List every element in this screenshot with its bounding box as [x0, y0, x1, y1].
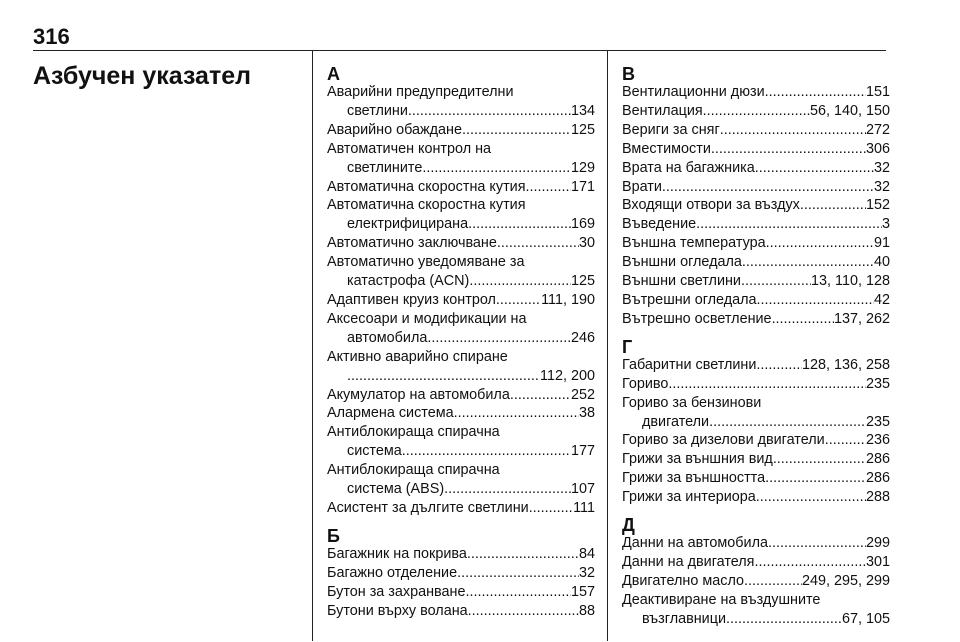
index-entry-term: Адаптивен круиз контрол — [327, 291, 496, 308]
index-entry-term: Антиблокираща спирачна — [327, 462, 500, 479]
index-entry-pages: 286 — [865, 451, 890, 468]
dot-leader — [744, 572, 802, 591]
index-entry-term: Автоматичен контрол на — [327, 140, 492, 157]
index-entry-pages: 288 — [865, 489, 890, 506]
index-entry-term: Данни на двигателя — [622, 553, 755, 570]
dot-leader — [756, 356, 802, 375]
index-entry-term: Въведение — [622, 216, 697, 233]
index-entry-term: Аксесоари и модификации на — [327, 310, 527, 327]
index-entry-continuation — [327, 480, 595, 499]
dot-leader — [696, 215, 882, 234]
dot-leader — [496, 291, 541, 310]
dot-leader — [529, 499, 573, 518]
index-entry-term-cont: катастрофа (ACN) — [347, 273, 470, 290]
index-letter-group — [622, 337, 890, 507]
index-entry-term: Габаритни светлини — [622, 356, 757, 373]
index-entry-pages: 42 — [873, 291, 890, 308]
dot-leader — [408, 102, 571, 121]
index-entry — [622, 375, 890, 394]
dot-leader — [347, 367, 540, 386]
index-column-1 — [327, 64, 595, 620]
index-entry-term: Вентилация — [622, 102, 703, 119]
index-letter-heading: Д — [622, 515, 635, 536]
index-entry-term-cont: автомобила — [347, 329, 428, 346]
index-entry — [327, 291, 595, 310]
index-entry-pages: 84 — [578, 545, 595, 562]
dot-leader — [402, 442, 571, 461]
dot-leader — [765, 469, 866, 488]
index-entry — [622, 159, 890, 178]
index-entry — [622, 591, 890, 629]
index-entry-term: Врати — [622, 178, 662, 195]
index-entry-pages: 111, 190 — [541, 291, 595, 308]
index-entry-pages: 157 — [570, 583, 595, 600]
index-entry-continuation — [327, 159, 595, 178]
dot-leader — [526, 178, 571, 197]
index-entry-pages: 32 — [873, 178, 890, 195]
index-entry — [622, 469, 890, 488]
index-entry-term-cont: система (ABS) — [347, 481, 445, 498]
index-entry-term: Вериги за сняг — [622, 121, 720, 138]
index-entry-pages: 111 — [573, 499, 595, 516]
index-entry-pages: 272 — [865, 121, 890, 138]
index-entry — [327, 499, 595, 518]
index-entry-term: Вътрешни огледала — [622, 291, 757, 308]
index-entry-pages: 171 — [570, 178, 595, 195]
dot-leader — [757, 291, 874, 310]
index-entry — [622, 178, 890, 197]
index-entry-term: Антиблокираща спирачна — [327, 424, 500, 441]
index-entry-continuation — [327, 329, 595, 348]
index-entry-pages: 151 — [865, 84, 890, 100]
index-entry-pages: 299 — [865, 535, 890, 552]
index-entry — [622, 431, 890, 450]
index-entry-term: Вместимости — [622, 140, 711, 157]
dot-leader — [756, 488, 866, 507]
index-entry-pages: 56, 140, 150 — [809, 102, 890, 119]
index-entry-pages: 32 — [873, 159, 890, 176]
index-entry — [327, 140, 595, 178]
index-entry — [622, 534, 890, 553]
index-entry — [327, 423, 595, 461]
index-entry-continuation — [327, 272, 595, 291]
dot-leader — [825, 431, 866, 450]
index-entry-pages: 177 — [570, 443, 595, 460]
index-entry-pages: 236 — [865, 432, 890, 449]
index-entry-continuation — [622, 610, 890, 629]
index-entry — [327, 253, 595, 291]
dot-leader — [444, 480, 571, 499]
index-entry-pages: 137, 262 — [833, 310, 890, 327]
index-entry — [622, 140, 890, 159]
index-entry — [622, 272, 890, 291]
dot-leader — [765, 83, 866, 102]
dot-leader — [772, 310, 834, 329]
index-letter-heading: А — [327, 64, 340, 84]
index-entry-term: Гориво за бензинови — [622, 394, 762, 411]
index-entry-pages: 306 — [865, 140, 890, 157]
index-entry-pages: 112, 200 — [540, 367, 595, 384]
index-entry-pages: 125 — [570, 273, 595, 290]
index-entry-term: Двигателно масло — [622, 572, 745, 589]
index-entry — [622, 121, 890, 140]
index-entry-term: Активно аварийно спиране — [327, 348, 508, 365]
dot-leader — [720, 121, 866, 140]
index-entry-pages: 235 — [865, 375, 890, 392]
index-entry-term: Бутони върху волана — [327, 602, 468, 619]
index-entry — [622, 488, 890, 507]
index-entry-pages: 88 — [578, 602, 595, 619]
index-entry — [622, 234, 890, 253]
dot-leader — [766, 234, 874, 253]
dot-leader — [497, 234, 579, 253]
index-entry — [327, 83, 595, 121]
index-entry-term: Асистент за дългите светлини — [327, 499, 529, 516]
dot-leader — [742, 253, 874, 272]
index-entry — [622, 310, 890, 329]
index-letter-group — [622, 515, 890, 629]
dot-leader — [741, 272, 811, 291]
index-entry-pages: 152 — [865, 197, 890, 214]
dot-leader — [422, 159, 571, 178]
index-entry — [622, 394, 890, 432]
index-column-2 — [622, 64, 890, 629]
index-entry-pages: 286 — [865, 470, 890, 487]
index-entry-term: Акумулатор на автомобила — [327, 386, 510, 403]
dot-leader — [510, 386, 571, 405]
index-entry-pages: 3 — [881, 216, 890, 233]
dot-leader — [755, 159, 874, 178]
index-entry-pages: 252 — [570, 386, 595, 403]
index-entry — [327, 404, 595, 423]
index-entry — [622, 450, 890, 469]
index-entry-pages: 134 — [570, 102, 595, 119]
index-entry-term: Деактивиране на въздушните — [622, 591, 821, 608]
index-entry — [327, 178, 595, 197]
index-entry-term-cont: светлини — [347, 102, 408, 119]
index-entry-term: Автоматична скоростна кутия — [327, 178, 526, 195]
dot-leader — [768, 534, 866, 553]
dot-leader — [709, 413, 866, 432]
index-entry-pages: 235 — [865, 413, 890, 430]
index-entry-term: Гориво — [622, 375, 669, 392]
dot-leader — [726, 610, 842, 629]
index-entry-pages: 249, 295, 299 — [801, 572, 890, 589]
index-entry-term: Външни светлини — [622, 273, 741, 290]
index-entry — [622, 572, 890, 591]
page-number: 316 — [33, 24, 70, 49]
dot-leader — [754, 553, 866, 572]
index-entry — [327, 310, 595, 348]
index-entry-pages: 91 — [873, 235, 890, 252]
index-entry-pages: 40 — [873, 254, 890, 271]
index-entry — [327, 461, 595, 499]
index-entry-term: Данни на автомобила — [622, 535, 768, 552]
index-entry-term: Външни огледала — [622, 254, 742, 271]
dot-leader — [800, 196, 866, 215]
index-entry-pages: 129 — [570, 159, 595, 176]
index-entry-term: Бутон за захранване — [327, 583, 466, 600]
dot-leader — [662, 178, 874, 197]
index-entry-pages: 246 — [570, 329, 595, 346]
index-entry-continuation — [327, 442, 595, 461]
index-entry — [327, 348, 595, 386]
index-entry-pages: 30 — [578, 235, 595, 252]
index-entry-continuation — [327, 367, 595, 386]
index-entry — [327, 234, 595, 253]
index-entry-term: Автоматично уведомяване за — [327, 254, 525, 271]
index-entry — [327, 545, 595, 564]
index-entry-continuation — [327, 102, 595, 121]
index-entry-pages: 125 — [570, 121, 595, 138]
column-divider — [607, 51, 608, 641]
index-entry-pages: 67, 105 — [841, 610, 890, 627]
index-entry — [622, 291, 890, 310]
index-entry-term-cont: двигатели — [642, 413, 710, 430]
index-entry-term: Грижи за външния вид — [622, 451, 773, 468]
index-entry-term: Алармена система — [327, 405, 454, 422]
dot-leader — [462, 121, 571, 140]
index-letter-group — [327, 526, 595, 621]
index-entry-pages: 301 — [865, 553, 890, 570]
index-entry-pages: 169 — [570, 216, 595, 233]
index-entry — [622, 83, 890, 102]
index-letter-heading: В — [622, 64, 635, 84]
index-entry-term: Външна температура — [622, 235, 766, 252]
dot-leader — [469, 272, 571, 291]
dot-leader — [703, 102, 810, 121]
index-entry-term: Багажно отделение — [327, 564, 458, 581]
dot-leader — [668, 375, 866, 394]
index-entry — [622, 553, 890, 572]
index-entry-term: Автоматична скоростна кутия — [327, 197, 526, 214]
index-entry — [622, 356, 890, 375]
dot-leader — [711, 140, 866, 159]
index-entry — [622, 215, 890, 234]
index-entry-term: Автоматично заключване — [327, 235, 497, 252]
index-entry-term: Грижи за външността — [622, 470, 766, 487]
index-entry — [327, 196, 595, 234]
index-title: Азбучен указател — [33, 62, 251, 90]
index-entry-term-cont: система — [347, 443, 402, 460]
index-entry-pages: 13, 110, 128 — [811, 273, 890, 290]
index-entry-term: Вътрешно осветление — [622, 310, 772, 327]
index-entry-term: Грижи за интериора — [622, 489, 756, 506]
dot-leader — [468, 215, 571, 234]
index-entry-term: Гориво за дизелови двигатели — [622, 432, 825, 449]
index-entry-term-cont: светлините — [347, 159, 423, 176]
index-entry — [622, 253, 890, 272]
index-entry — [622, 102, 890, 121]
index-entry-pages: 128, 136, 258 — [801, 356, 890, 373]
index-entry — [327, 564, 595, 583]
index-letter-group — [622, 64, 890, 329]
dot-leader — [467, 545, 579, 564]
dot-leader — [468, 602, 579, 621]
dot-leader — [454, 404, 579, 423]
index-entry-term: Входящи отвори за въздух — [622, 197, 800, 214]
dot-leader — [427, 329, 571, 348]
column-divider — [312, 51, 313, 641]
index-entry — [622, 196, 890, 215]
index-entry-continuation — [327, 215, 595, 234]
index-entry-term-cont: електрифицирана — [347, 216, 469, 233]
index-entry-pages: 32 — [578, 564, 595, 581]
dot-leader — [773, 450, 866, 469]
index-letter-heading: Г — [622, 336, 633, 357]
index-entry — [327, 386, 595, 405]
index-entry-term: Вентилационни дюзи — [622, 84, 765, 100]
index-letter-group — [327, 64, 595, 518]
index-letter-heading: Б — [327, 525, 340, 546]
dot-leader — [466, 583, 571, 602]
index-entry-term: Аварийни предупредителни — [327, 84, 514, 100]
index-entry-pages: 38 — [578, 405, 595, 422]
index-entry — [327, 583, 595, 602]
index-entry — [327, 602, 595, 621]
index-entry-pages: 107 — [570, 481, 595, 498]
index-entry-term: Аварийно обаждане — [327, 121, 463, 138]
index-entry-term: Врата на багажника — [622, 159, 755, 176]
index-entry — [327, 121, 595, 140]
index-entry-term-cont: възглавници — [642, 610, 727, 627]
index-entry-term: Багажник на покрива — [327, 545, 467, 562]
index-entry-continuation — [622, 413, 890, 432]
dot-leader — [457, 564, 579, 583]
header-rule — [33, 50, 886, 51]
